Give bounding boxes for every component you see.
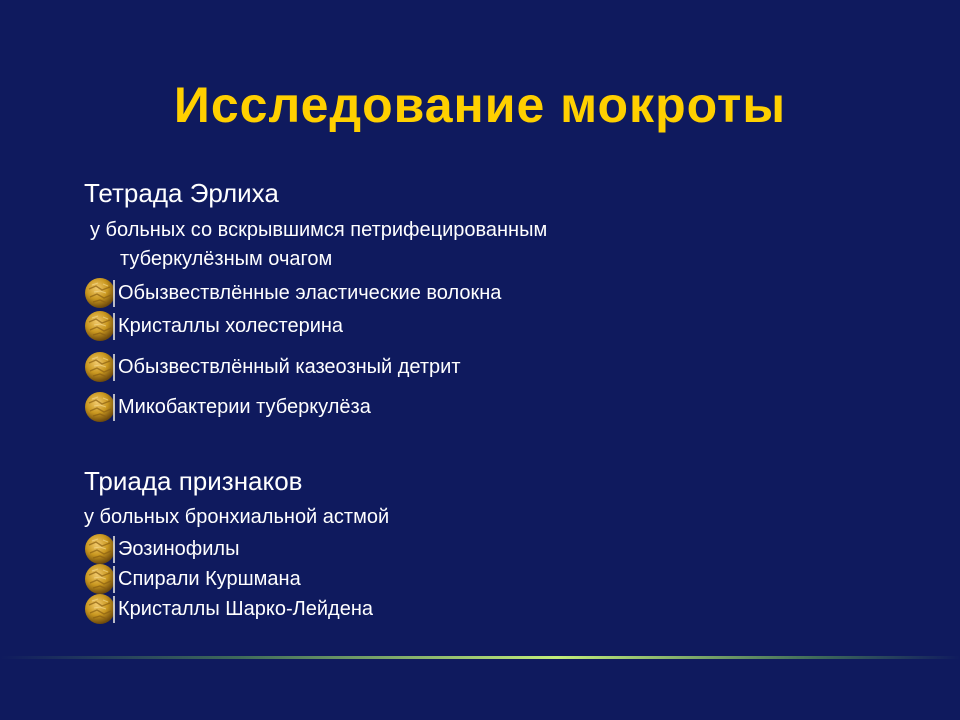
section-subline: у больных бронхиальной астмой [84,506,390,528]
gold-coin-bullet-icon [84,391,116,423]
list-item [84,311,343,341]
gold-coin-bullet-icon [84,533,116,565]
list-item-label: Обызвествлённые эластические волокна [118,281,502,304]
footer-divider [0,656,960,659]
section-heading-tetrada: Тетрада Эрлиха [84,178,279,208]
section-subline-continued: туберкулёзным очагом [120,248,333,270]
section-heading-triada: Триада признаков [84,466,303,496]
list-item-label: Кристаллы Шарко-Лейдена [118,597,373,620]
list-item [84,352,461,382]
list-item-label: Кристаллы холестерина [118,314,344,337]
slide-title: Исследование мокроты [173,77,787,133]
gold-coin-bullet-icon [84,351,116,383]
list-item [84,392,371,422]
list-item-label: Спирали Куршмана [118,567,301,590]
list-item [84,564,301,594]
gold-coin-bullet-icon [84,310,116,342]
list-item-label: Эозинофилы [118,537,240,560]
list-item [84,594,373,624]
gold-coin-bullet-icon [84,277,116,309]
gold-coin-bullet-icon [84,593,116,625]
list-item [84,534,239,564]
list-item [84,278,501,308]
gold-coin-bullet-icon [84,563,116,595]
section-subline: у больных со вскрывшимся петрифецированным [90,219,548,241]
list-item-label: Микобактерии туберкулёза [118,395,371,418]
list-item-label: Обызвествлённый казеозный детрит [118,355,461,378]
